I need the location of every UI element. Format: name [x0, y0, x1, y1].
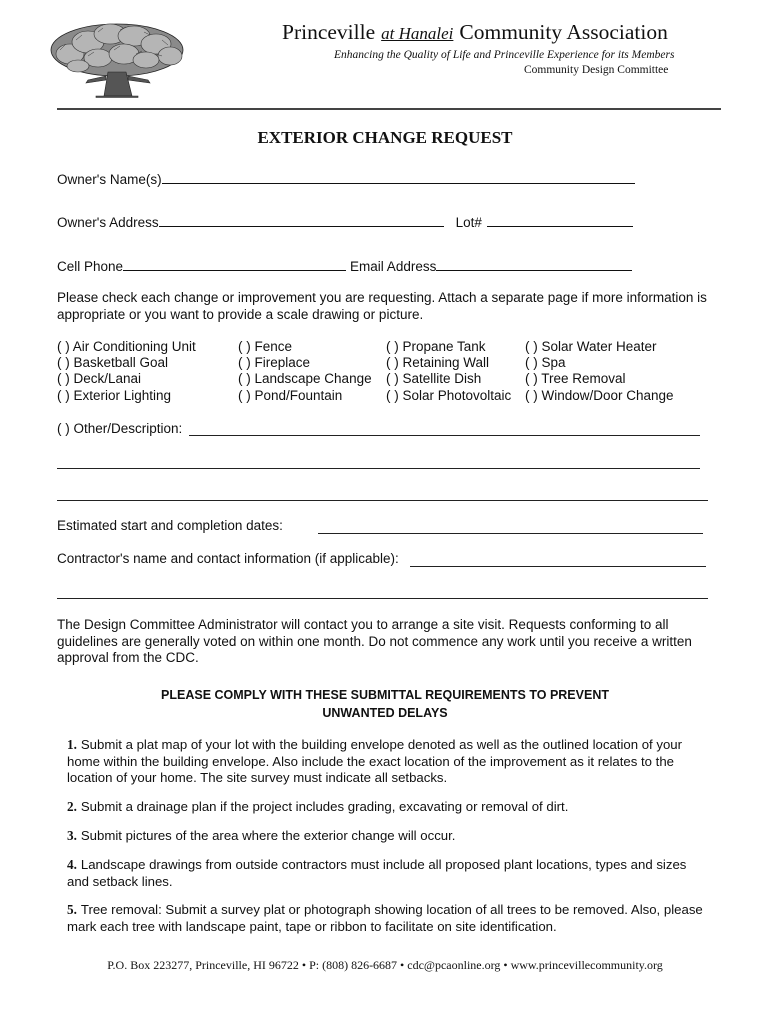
header-divider [57, 108, 721, 110]
requirement-number: 2. [67, 799, 77, 814]
requirement-text: Landscape drawings from outside contractors must include all proposed plant locations, types and sizes and setback lines. [67, 857, 687, 889]
requirement-number: 1. [67, 737, 77, 752]
owners-name-field[interactable] [162, 170, 635, 184]
description-line[interactable] [57, 500, 708, 501]
email-label: Email Address [350, 259, 437, 274]
email-field[interactable] [436, 257, 632, 271]
cell-phone-label: Cell Phone [57, 259, 124, 274]
requirement-text: Submit a drainage plan if the project includes grading, excavating or removal of dirt. [80, 799, 569, 814]
instructions: Please check each change or improvement you are requesting. Attach a separate page if more information is appropriate or you want to provide a scale drawing or picture. [57, 290, 707, 322]
checkbox-option[interactable]: ( ) Landscape Change [238, 371, 372, 387]
checkbox-option[interactable]: ( ) Satellite Dish [386, 371, 482, 387]
organization-name [282, 20, 668, 45]
requirement-item [67, 902, 707, 935]
requirement-text: Tree removal: Submit a survey plat or photograph showing location of all trees to be removed. Also, please mark each tree with landscape paint, tape or ribbon to facilitate on site identification. [67, 902, 703, 934]
requirement-text: Submit pictures of the area where the exterior change will occur. [80, 828, 456, 843]
other-description-row [57, 421, 182, 436]
lot-label: Lot# [455, 215, 482, 230]
owners-address-row [57, 213, 633, 230]
contractor-row [57, 551, 399, 566]
description-line[interactable] [57, 468, 700, 469]
other-description-field[interactable] [189, 435, 700, 436]
requirement-number: 3. [67, 828, 77, 843]
checkbox-option[interactable]: ( ) Solar Water Heater [525, 339, 657, 354]
tagline: Enhancing the Quality of Life and Princeville Experience for its Members [334, 49, 675, 61]
checkbox-option[interactable]: ( ) Solar Photovoltaic [386, 387, 512, 403]
requirement-item [67, 857, 707, 890]
org-name-script: at Hanalei [381, 24, 454, 43]
checkbox-option[interactable]: ( ) Spa [525, 355, 566, 371]
checkbox-option[interactable]: ( ) Fireplace [238, 355, 311, 371]
lot-field[interactable] [487, 213, 633, 227]
dates-label: Estimated start and completion dates: [57, 518, 283, 533]
other-description-label: ( ) Other/Description: [57, 421, 183, 436]
contact-row [57, 257, 632, 274]
contractor-label: Contractor's name and contact information (if applicable): [57, 551, 399, 566]
form-title: EXTERIOR CHANGE REQUEST [257, 128, 513, 147]
checkbox-option[interactable]: ( ) Window/Door Change [525, 387, 674, 403]
contractor-line[interactable] [57, 598, 708, 599]
dates-field[interactable] [318, 533, 703, 534]
owners-address-label: Owner's Address [57, 215, 159, 230]
dates-row [57, 518, 283, 533]
owners-name-row [57, 170, 635, 187]
owners-address-field[interactable] [159, 213, 444, 227]
checkbox-column-1 [57, 339, 196, 404]
checkbox-column-2 [238, 339, 372, 404]
checkbox-option[interactable]: ( ) Tree Removal [525, 371, 626, 387]
checkbox-option[interactable]: ( ) Retaining Wall [386, 355, 490, 371]
requirement-item [67, 799, 707, 816]
org-name-end: Community Association [459, 20, 668, 44]
checkbox-option[interactable]: ( ) Deck/Lanai [57, 371, 142, 387]
requirement-number: 4. [67, 857, 77, 872]
org-name-start: Princeville [282, 20, 376, 44]
requirement-item [67, 828, 707, 845]
checkbox-option[interactable]: ( ) Basketball Goal [57, 355, 169, 371]
committee-name: Community Design Committee [524, 64, 669, 76]
footer-contact: P.O. Box 223277, Princeville, HI 96722 • P: (808) 826-6687 • cdc@pcaonline.org • www.princevillecommunity.org [107, 958, 663, 972]
checkbox-column-3 [386, 339, 511, 404]
checkbox-option[interactable]: ( ) Air Conditioning Unit [57, 339, 196, 354]
requirement-number: 5. [67, 902, 77, 917]
requirement-text: Submit a plat map of your lot with the building envelope denoted as well as the outlined location of your home within the building envelope. Also include the exact location of the improvement as it relates to the location of your home. The site survey must indicate all setbacks. [67, 737, 683, 785]
checkbox-option[interactable]: ( ) Propane Tank [386, 339, 486, 354]
admin-note: The Design Committee Administrator will contact you to arrange a site visit. Requests conforming to all guidelines are generally voted on within one month. Do not commence any work until you receive a written approval from the CDC. [57, 617, 692, 665]
requirement-item [67, 737, 707, 787]
contractor-field[interactable] [410, 566, 706, 567]
checkbox-option[interactable]: ( ) Exterior Lighting [57, 387, 172, 403]
cell-phone-field[interactable] [123, 257, 346, 271]
requirements-heading [0, 686, 770, 722]
requirements-heading-line2: UNWANTED DELAYS [322, 706, 448, 720]
banyan-tree-icon [48, 20, 186, 98]
requirements-heading-line1: PLEASE COMPLY WITH THESE SUBMITTAL REQUIREMENTS TO PREVENT [161, 688, 609, 702]
checkbox-option[interactable]: ( ) Pond/Fountain [238, 387, 343, 403]
owners-name-label: Owner's Name(s) [57, 172, 162, 187]
checkbox-option[interactable]: ( ) Fence [238, 339, 293, 354]
checkbox-column-4 [525, 339, 674, 404]
